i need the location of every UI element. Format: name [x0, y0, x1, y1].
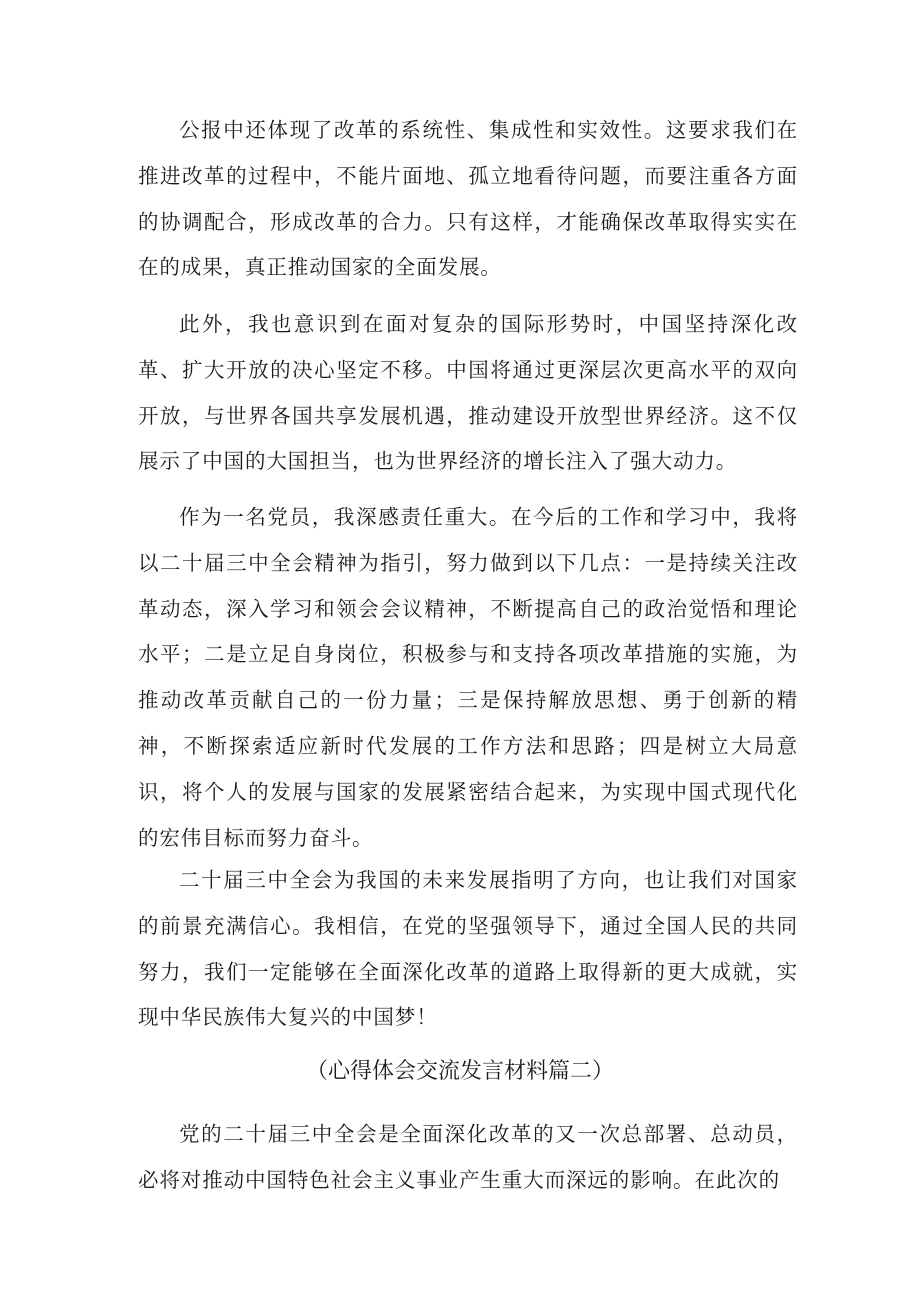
body-paragraph-1: 公报中还体现了改革的系统性、集成性和实效性。这要求我们在推进改革的过程中，不能片面地、孤立地看待问题，而要注重各方面的协调配合，形成改革的合力。只有这样，才能确保改革取得实实在在的成果，真正推动国家的全面发展。	[138, 118, 798, 280]
body-paragraph-2: 此外，我也意识到在面对复杂的国际形势时，中国坚持深化改革、扩大开放的决心坚定不移。中国将通过更深层次更高水平的双向开放，与世界各国共享发展机遇，推动建设开放型世界经济。这不仅展示了中国的大国担当，也为世界经济的增长注入了强大动力。	[138, 312, 798, 474]
section-paragraph-1: 党的二十届三中全会是全面深化改革的又一次总部署、总动员，必将对推动中国特色社会主义事业产生重大而深远的影响。在此次的	[138, 1122, 798, 1192]
body-paragraph-4: 二十届三中全会为我国的未来发展指明了方向，也让我们对国家的前景充满信心。我相信，在党的坚强领导下，通过全国人民的共同努力，我们一定能够在全面深化改革的道路上取得新的更大成就，实现中华民族伟大复兴的中国梦！	[138, 868, 798, 1030]
body-paragraph-3: 作为一名党员，我深感责任重大。在今后的工作和学习中，我将以二十届三中全会精神为指引，努力做到以下几点：一是持续关注改革动态，深入学习和领会会议精神，不断提高自己的政治觉悟和理论水平；二是立足自身岗位，积极参与和支持各项改革措施的实施，为推动改革贡献自己的一份力量；三是保持解放思想、勇于创新的精神，不断探索适应新时代发展的工作方法和思路；四是树立大局意识，将个人的发展与国家的发展紧密结合起来，为实现中国式现代化的宏伟目标而努力奋斗。	[138, 505, 798, 850]
section-title: （心得体会交流发言材料篇二）	[305, 1059, 614, 1084]
